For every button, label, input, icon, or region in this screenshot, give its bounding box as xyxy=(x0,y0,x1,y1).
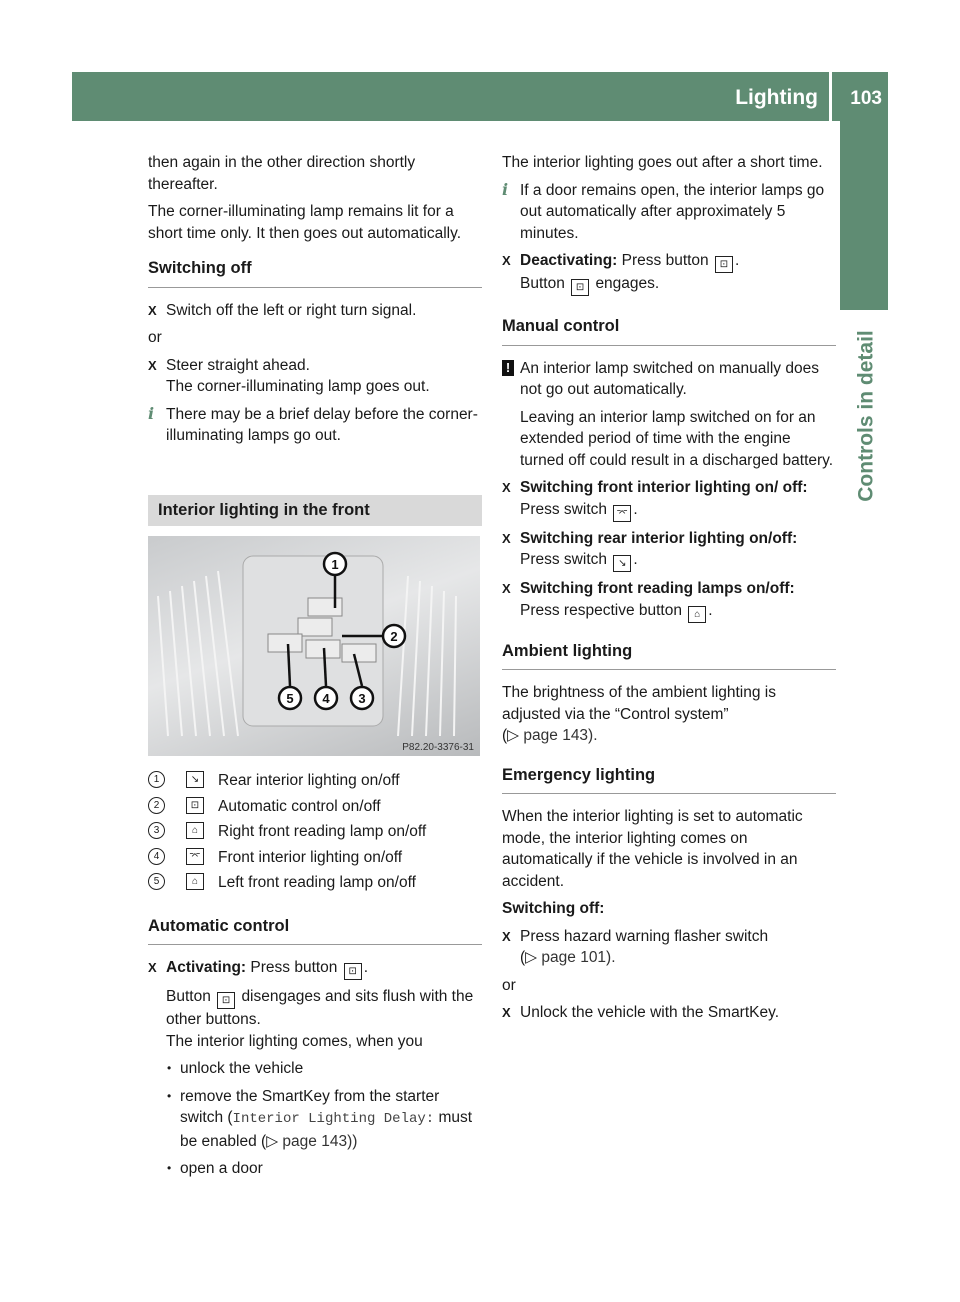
heading-ambient-lighting: Ambient lighting xyxy=(502,641,836,671)
auto-light-icon: ⊡ xyxy=(217,992,235,1009)
step-arrow-icon: X xyxy=(502,581,511,596)
or-text: or xyxy=(148,329,162,346)
page-ref-arrow-icon: ▷ xyxy=(266,1132,279,1150)
auto-light-icon: ⊡ xyxy=(344,963,362,980)
step-reading-lamps: X Switching front reading lamps on/off: Press respective button ⌂ . xyxy=(502,578,836,623)
bullet-icon: • xyxy=(167,1061,172,1075)
page-ref-arrow-icon: ▷ xyxy=(507,727,520,744)
page-ref-arrow-icon: ▷ xyxy=(525,949,538,966)
step-arrow-icon: X xyxy=(502,480,511,495)
bullet-item: • remove the SmartKey from the starter switch (Interior Lighting Delay: must be enabled (▷ page 143)) xyxy=(167,1087,473,1150)
section-banner: Interior lighting in the front xyxy=(148,495,482,527)
or-text: or xyxy=(502,976,516,994)
step-arrow-icon: X xyxy=(148,960,157,975)
step-front-interior: X Switching front interior lighting on/ off: Press switch ⌤ . xyxy=(502,477,836,522)
step-arrow-icon: X xyxy=(148,357,157,373)
rear-light-icon: ↘ xyxy=(186,771,204,788)
step-switch-off-signal: X Switch off the left or right turn signal. xyxy=(148,300,482,322)
front-light-icon: ⌤ xyxy=(613,505,631,522)
bullet-item: • unlock the vehicle xyxy=(148,1058,482,1080)
front-light-icon: ⌤ xyxy=(186,848,204,865)
legend-item: 1 ↘ Rear interior lighting on/off xyxy=(148,770,482,792)
page-number: 103 xyxy=(850,88,882,109)
heading-automatic-control: Automatic control xyxy=(148,916,482,946)
callout-label-5: 5 xyxy=(286,691,294,706)
emergency-text: When the interior lighting is set to automatic mode, the interior lighting comes on automatically if the vehicle is involved in an accident. xyxy=(502,808,803,890)
info-icon: i xyxy=(148,403,155,423)
warning-note-cont: Leaving an interior lamp switched on for an extended period of time with the engine turned off could result in a discharged battery. xyxy=(520,408,834,469)
legend-item: 2 ⊡ Automatic control on/off xyxy=(148,796,482,818)
callout-label-3: 3 xyxy=(358,691,366,706)
side-tab xyxy=(840,120,888,310)
callout-label-1: 1 xyxy=(331,557,339,572)
callout-label-2: 2 xyxy=(390,629,398,644)
bullet-item: • open a door xyxy=(148,1158,482,1180)
heading-switching-off: Switching off xyxy=(148,258,482,288)
auto-light-icon: ⊡ xyxy=(715,256,733,273)
overhead-panel-illustration xyxy=(148,536,480,756)
auto-light-icon: ⊡ xyxy=(186,797,204,814)
side-tab-label: Controls in detail xyxy=(854,330,878,502)
step-unlock-vehicle: X Unlock the vehicle with the SmartKey. xyxy=(502,1002,836,1024)
section-title: Lighting xyxy=(735,86,818,109)
step-deactivating: X Deactivating: Press button ⊡ . Button ⊡ engages. xyxy=(502,250,836,296)
legend-item: 5 ⌂ Left front reading lamp on/off xyxy=(148,872,482,894)
button-disengages-text: Button ⊡ disengages and sits flush with the other buttons. The interior lighting comes, when you xyxy=(166,988,474,1050)
auto-light-icon: ⊡ xyxy=(571,279,589,296)
switching-off-label: Switching off: xyxy=(502,900,605,917)
step-hazard-switch: X Press hazard warning flasher switch (▷ page 101). xyxy=(502,927,769,966)
reading-lamp-icon: ⌂ xyxy=(186,873,204,890)
ambient-text: The brightness of the ambient lighting is adjusted via the “Control system” (▷ page 143). xyxy=(502,684,776,744)
right-column xyxy=(502,152,836,1030)
header-separator xyxy=(829,72,832,121)
bullet-icon: • xyxy=(167,1088,172,1103)
intro-text: then again in the other direction shortly thereafter. xyxy=(148,154,416,193)
step-activating: X Activating: Press button ⊡ . xyxy=(148,957,482,980)
step-arrow-icon: X xyxy=(502,928,511,944)
reading-lamp-icon: ⌂ xyxy=(688,606,706,623)
callout-label-4: 4 xyxy=(322,691,330,706)
info-icon: i xyxy=(502,179,509,199)
step-arrow-icon: X xyxy=(502,253,511,268)
goes-out-text: The interior lighting goes out after a short time. xyxy=(502,154,823,171)
legend-number: 3 xyxy=(148,822,165,839)
photo-code: P82.20-3376-31 xyxy=(402,742,474,753)
heading-manual-control: Manual control xyxy=(502,316,836,346)
legend-item: 4 ⌤ Front interior lighting on/off xyxy=(148,847,482,869)
interior-lighting-photo xyxy=(148,536,480,756)
legend-number: 2 xyxy=(148,797,165,814)
step-arrow-icon: X xyxy=(148,302,157,318)
legend-number: 4 xyxy=(148,848,165,865)
info-note-door: i If a door remains open, the interior lamps go out automatically after approximately 5 minutes. xyxy=(502,179,825,242)
step-steer-straight: X Steer straight ahead. The corner-illuminating lamp goes out. xyxy=(148,356,430,395)
legend-number: 1 xyxy=(148,771,165,788)
reading-lamp-icon: ⌂ xyxy=(186,822,204,839)
legend-item: 3 ⌂ Right front reading lamp on/off xyxy=(148,821,482,843)
warning-icon: ! xyxy=(502,360,514,376)
heading-emergency-lighting: Emergency lighting xyxy=(502,765,836,795)
info-note-delay: i There may be a brief delay before the corner-illuminating lamps go out. xyxy=(148,403,478,444)
intro-text-2: The corner-illuminating lamp remains lit for a short time only. It then goes out automatically. xyxy=(148,203,462,242)
bullet-icon: • xyxy=(167,1161,172,1175)
rear-light-icon: ↘ xyxy=(613,555,631,572)
warning-note: ! An interior lamp switched on manually does not go out automatically. xyxy=(502,358,836,401)
left-column xyxy=(148,152,482,1186)
legend-number: 5 xyxy=(148,873,165,890)
header-bar xyxy=(72,72,888,121)
step-arrow-icon: X xyxy=(502,530,511,546)
step-arrow-icon: X xyxy=(502,1005,511,1020)
step-rear-interior: X Switching rear interior lighting on/off: Press switch ↘ . xyxy=(502,528,836,573)
